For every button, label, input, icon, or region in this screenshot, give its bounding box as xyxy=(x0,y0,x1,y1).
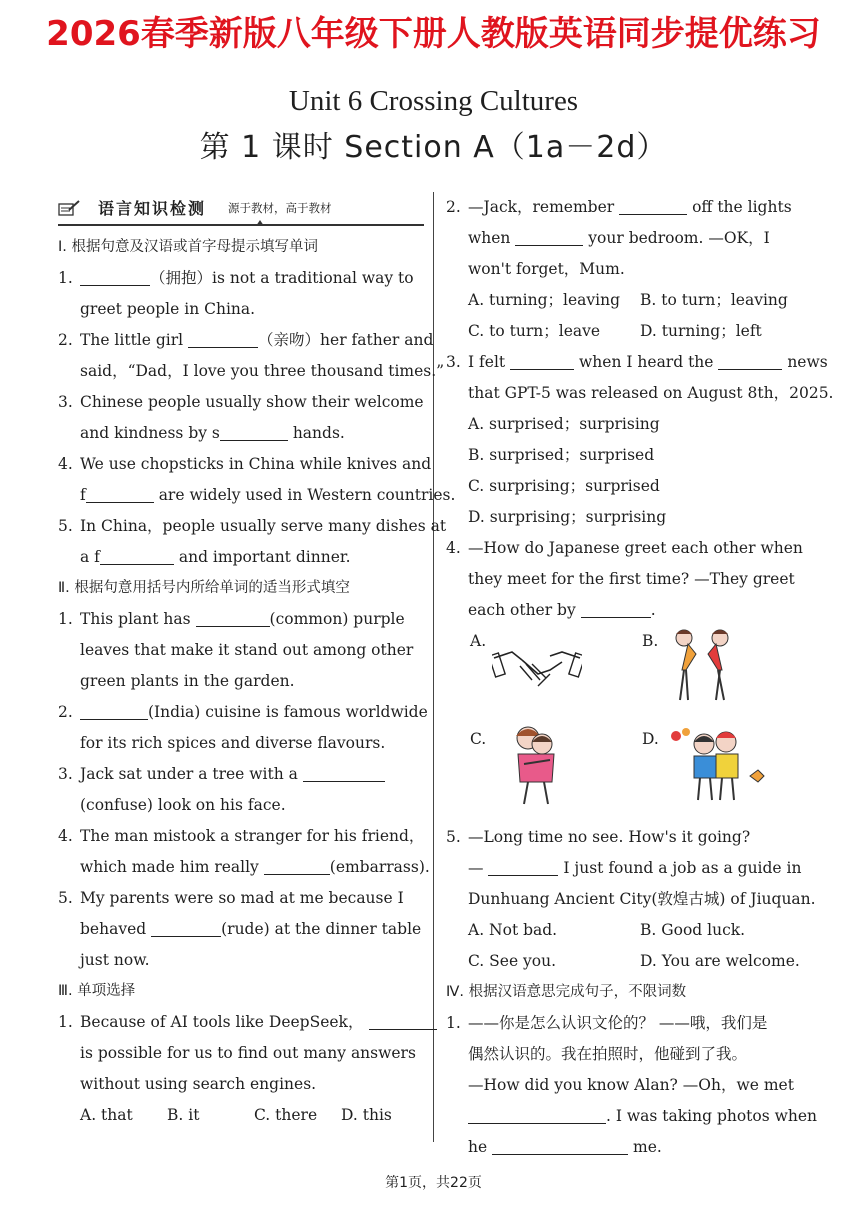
page-footer: 第1页，共22页 xyxy=(385,1175,482,1191)
option-d-image[interactable] xyxy=(640,724,812,820)
question-number: 1. xyxy=(58,269,73,287)
section-header-subtitle: 源于教材，高于教材 xyxy=(228,200,332,215)
answer-blank[interactable] xyxy=(196,611,270,628)
option-d[interactable]: D. surprising；surprising xyxy=(468,508,667,526)
question-text: I felt xyxy=(468,353,506,371)
bowing-people-icon xyxy=(662,626,742,706)
question-number: 1. xyxy=(58,1013,73,1031)
question-text: leaves that make it stand out among other xyxy=(80,641,414,659)
question-text: (rude) at the dinner table xyxy=(221,920,422,938)
part2-question-3 xyxy=(58,759,424,821)
section-header-title: 语言知识检测 xyxy=(98,198,207,218)
question-text: (common) purple xyxy=(269,610,405,628)
question-number: 4. xyxy=(58,827,73,845)
question-number: 3. xyxy=(58,393,73,411)
question-text: me. xyxy=(633,1138,662,1156)
part1-question-4 xyxy=(58,449,456,511)
answer-blank[interactable] xyxy=(619,199,687,216)
question-number: 4. xyxy=(446,539,461,557)
part4-question-1 xyxy=(446,1008,818,1163)
part2-question-2 xyxy=(58,697,428,759)
option-a[interactable]: A. that xyxy=(80,1106,133,1124)
part2-heading: Ⅱ. 根据句意用括号内所给单词的适当形式填空 xyxy=(58,580,350,596)
question-text: . I was taking photos when xyxy=(606,1107,818,1125)
answer-blank[interactable] xyxy=(220,425,288,442)
question-text: Chinese people usually show their welcome xyxy=(80,393,424,411)
question-text: and important dinner. xyxy=(178,548,351,566)
option-b[interactable]: B. Good luck. xyxy=(640,921,746,939)
part2-question-5 xyxy=(58,883,424,976)
option-label: C. xyxy=(470,730,487,748)
greeting-children-icon xyxy=(664,724,774,804)
question-text: (embarrass). xyxy=(329,858,430,876)
option-label: A. xyxy=(470,632,487,650)
option-a[interactable]: A. turning；leaving xyxy=(468,291,621,309)
question-text: The man mistook a stranger for his friend， xyxy=(80,827,425,845)
unit-title: Unit 6 Crossing Cultures xyxy=(288,85,579,117)
question-text: your bedroom. —OK，I xyxy=(588,229,770,247)
answer-blank[interactable] xyxy=(488,860,558,877)
part1-question-5 xyxy=(58,511,447,573)
question-number: 2. xyxy=(58,703,73,721)
question-text: —How do Japanese greet each other when xyxy=(468,539,803,557)
option-c[interactable]: C. surprising；surprised xyxy=(468,477,660,495)
question-text: — xyxy=(468,859,484,877)
question-text: each other by xyxy=(468,601,576,619)
question-text: said，“Dad，I love you three thousand times.” xyxy=(80,362,445,380)
part3-question-3 xyxy=(446,347,834,533)
option-b-image[interactable] xyxy=(640,626,812,722)
question-text: greet people in China. xyxy=(80,300,256,318)
question-text: when xyxy=(468,229,511,247)
question-text: which made him really xyxy=(80,858,259,876)
answer-blank[interactable] xyxy=(492,1139,628,1156)
question-text: We use chopsticks in China while knives and xyxy=(80,455,432,473)
question-text: f xyxy=(80,486,86,504)
question-text: (India) cuisine is famous worldwide xyxy=(148,703,428,721)
hugging-people-icon xyxy=(504,724,568,808)
question-text: Jack sat under a tree with a xyxy=(80,765,298,783)
question-number: 5. xyxy=(446,828,461,846)
answer-blank[interactable] xyxy=(100,549,174,566)
question-text: —How did you know Alan? —Oh，we met xyxy=(468,1076,794,1094)
document-banner: 2026春季新版八年级下册人教版英语同步提优练习 xyxy=(46,14,821,54)
option-b[interactable]: B. it xyxy=(167,1106,200,1124)
section-header xyxy=(58,192,424,226)
part3-question-1 xyxy=(58,1007,424,1131)
question-text: that GPT-5 was released on August 8th，2025. xyxy=(468,384,834,402)
option-d[interactable]: D. this xyxy=(341,1106,392,1124)
question-text: without using search engines. xyxy=(80,1075,317,1093)
option-label: D. xyxy=(642,730,659,748)
question-number: 1. xyxy=(446,1014,461,1032)
question-text: My parents were so mad at me because I xyxy=(80,889,404,907)
question-text: —Jack，remember xyxy=(468,198,615,216)
question-text: a f xyxy=(80,548,100,566)
question-text: for its rich spices and diverse flavours. xyxy=(80,734,386,752)
answer-blank[interactable] xyxy=(80,270,150,287)
answer-blank[interactable] xyxy=(188,332,258,349)
option-c[interactable]: C. there xyxy=(254,1106,318,1124)
question-text: Dunhuang Ancient City(敦煌古城) of Jiuquan. xyxy=(468,890,816,908)
question-text: . xyxy=(650,601,656,619)
question-number: 3. xyxy=(58,765,73,783)
question-text: off the lights xyxy=(692,198,792,216)
handshake-icon xyxy=(492,644,582,696)
answer-blank[interactable] xyxy=(264,859,330,876)
left-column xyxy=(58,192,456,1131)
option-label: B. xyxy=(642,632,659,650)
option-c[interactable]: C. See you. xyxy=(468,952,557,970)
question-text: won't forget，Mum. xyxy=(468,260,625,278)
option-d[interactable]: D. You are welcome. xyxy=(640,952,800,970)
answer-blank[interactable] xyxy=(581,602,651,619)
option-c[interactable]: C. to turn；leave xyxy=(468,322,601,340)
question-text: are widely used in Western countries. xyxy=(158,486,456,504)
answer-blank[interactable] xyxy=(515,230,583,247)
part2-question-1 xyxy=(58,604,424,697)
part4-heading: Ⅳ. 根据汉语意思完成句子，不限词数 xyxy=(446,984,687,1000)
question-text: This plant has xyxy=(80,610,191,628)
answer-blank[interactable] xyxy=(718,354,782,371)
option-b[interactable]: B. to turn；leaving xyxy=(640,291,788,309)
option-c-image[interactable] xyxy=(468,724,640,820)
part2-question-4 xyxy=(58,821,430,883)
part3-question-4 xyxy=(446,533,812,822)
part3-heading: Ⅲ. 单项选择 xyxy=(58,983,136,999)
option-d[interactable]: D. turning；left xyxy=(640,322,762,340)
answer-blank[interactable] xyxy=(80,704,148,721)
question-number: 2. xyxy=(446,198,461,216)
option-b[interactable]: B. surprised；surprised xyxy=(468,446,655,464)
question-text: green plants in the garden. xyxy=(80,672,295,690)
answer-blank[interactable] xyxy=(303,766,385,783)
part1-question-1 xyxy=(58,263,424,325)
question-text: Because of AI tools like DeepSeek， xyxy=(80,1013,364,1031)
question-text: when I heard the xyxy=(579,353,714,371)
triangle-marker-icon xyxy=(256,220,264,226)
option-a[interactable]: A. Not bad. xyxy=(468,921,558,939)
question-text: behaved xyxy=(80,920,147,938)
question-text: —Long time no see. How's it going? xyxy=(468,828,751,846)
part3-question-2 xyxy=(446,192,812,347)
answer-blank[interactable] xyxy=(86,487,154,504)
right-column xyxy=(446,192,834,1163)
lesson-title: 第 1 课时 Section A（1a－2d） xyxy=(199,130,668,165)
question-text: they meet for the first time? —They greet xyxy=(468,570,795,588)
answer-blank[interactable] xyxy=(369,1014,437,1031)
question-text: just now. xyxy=(80,951,150,969)
question-number: 3. xyxy=(446,353,461,371)
question-number: 1. xyxy=(58,610,73,628)
question-text: （拥抱）is not a traditional way to xyxy=(150,269,414,287)
question-text: hands. xyxy=(292,424,345,442)
option-a-image[interactable] xyxy=(468,626,640,722)
part1-question-3 xyxy=(58,387,424,449)
question-text: In China，people usually serve many dishes at xyxy=(80,517,447,535)
question-text: 偶然认识的。我在拍照时，他碰到了我。 xyxy=(468,1045,748,1063)
question-text: (confuse) look on his face. xyxy=(80,796,286,814)
question-text: and kindness by s xyxy=(80,424,220,442)
question-number: 5. xyxy=(58,889,73,907)
answer-blank[interactable] xyxy=(468,1108,606,1125)
option-a[interactable]: A. surprised；surprising xyxy=(468,415,660,433)
question-text: The little girl xyxy=(80,331,184,349)
answer-blank[interactable] xyxy=(151,921,221,938)
answer-blank[interactable] xyxy=(510,354,574,371)
question-number: 4. xyxy=(58,455,73,473)
question-number: 2. xyxy=(58,331,73,349)
question-text: news xyxy=(787,353,828,371)
part1-question-2 xyxy=(58,325,445,387)
part1-heading: Ⅰ. 根据句意及汉语或首字母提示填写单词 xyxy=(58,239,318,255)
notebook-pen-icon xyxy=(58,200,80,216)
question-number: 5. xyxy=(58,517,73,535)
part3-question-5 xyxy=(446,822,816,977)
question-text: ——你是怎么认识文伦的？ ——哦，我们是 xyxy=(468,1014,768,1032)
question-text: （亲吻）her father and xyxy=(258,331,434,349)
question-text: is possible for us to find out many answers xyxy=(80,1044,416,1062)
question-text: I just found a job as a guide in xyxy=(563,859,802,877)
question-text: he xyxy=(468,1138,488,1156)
